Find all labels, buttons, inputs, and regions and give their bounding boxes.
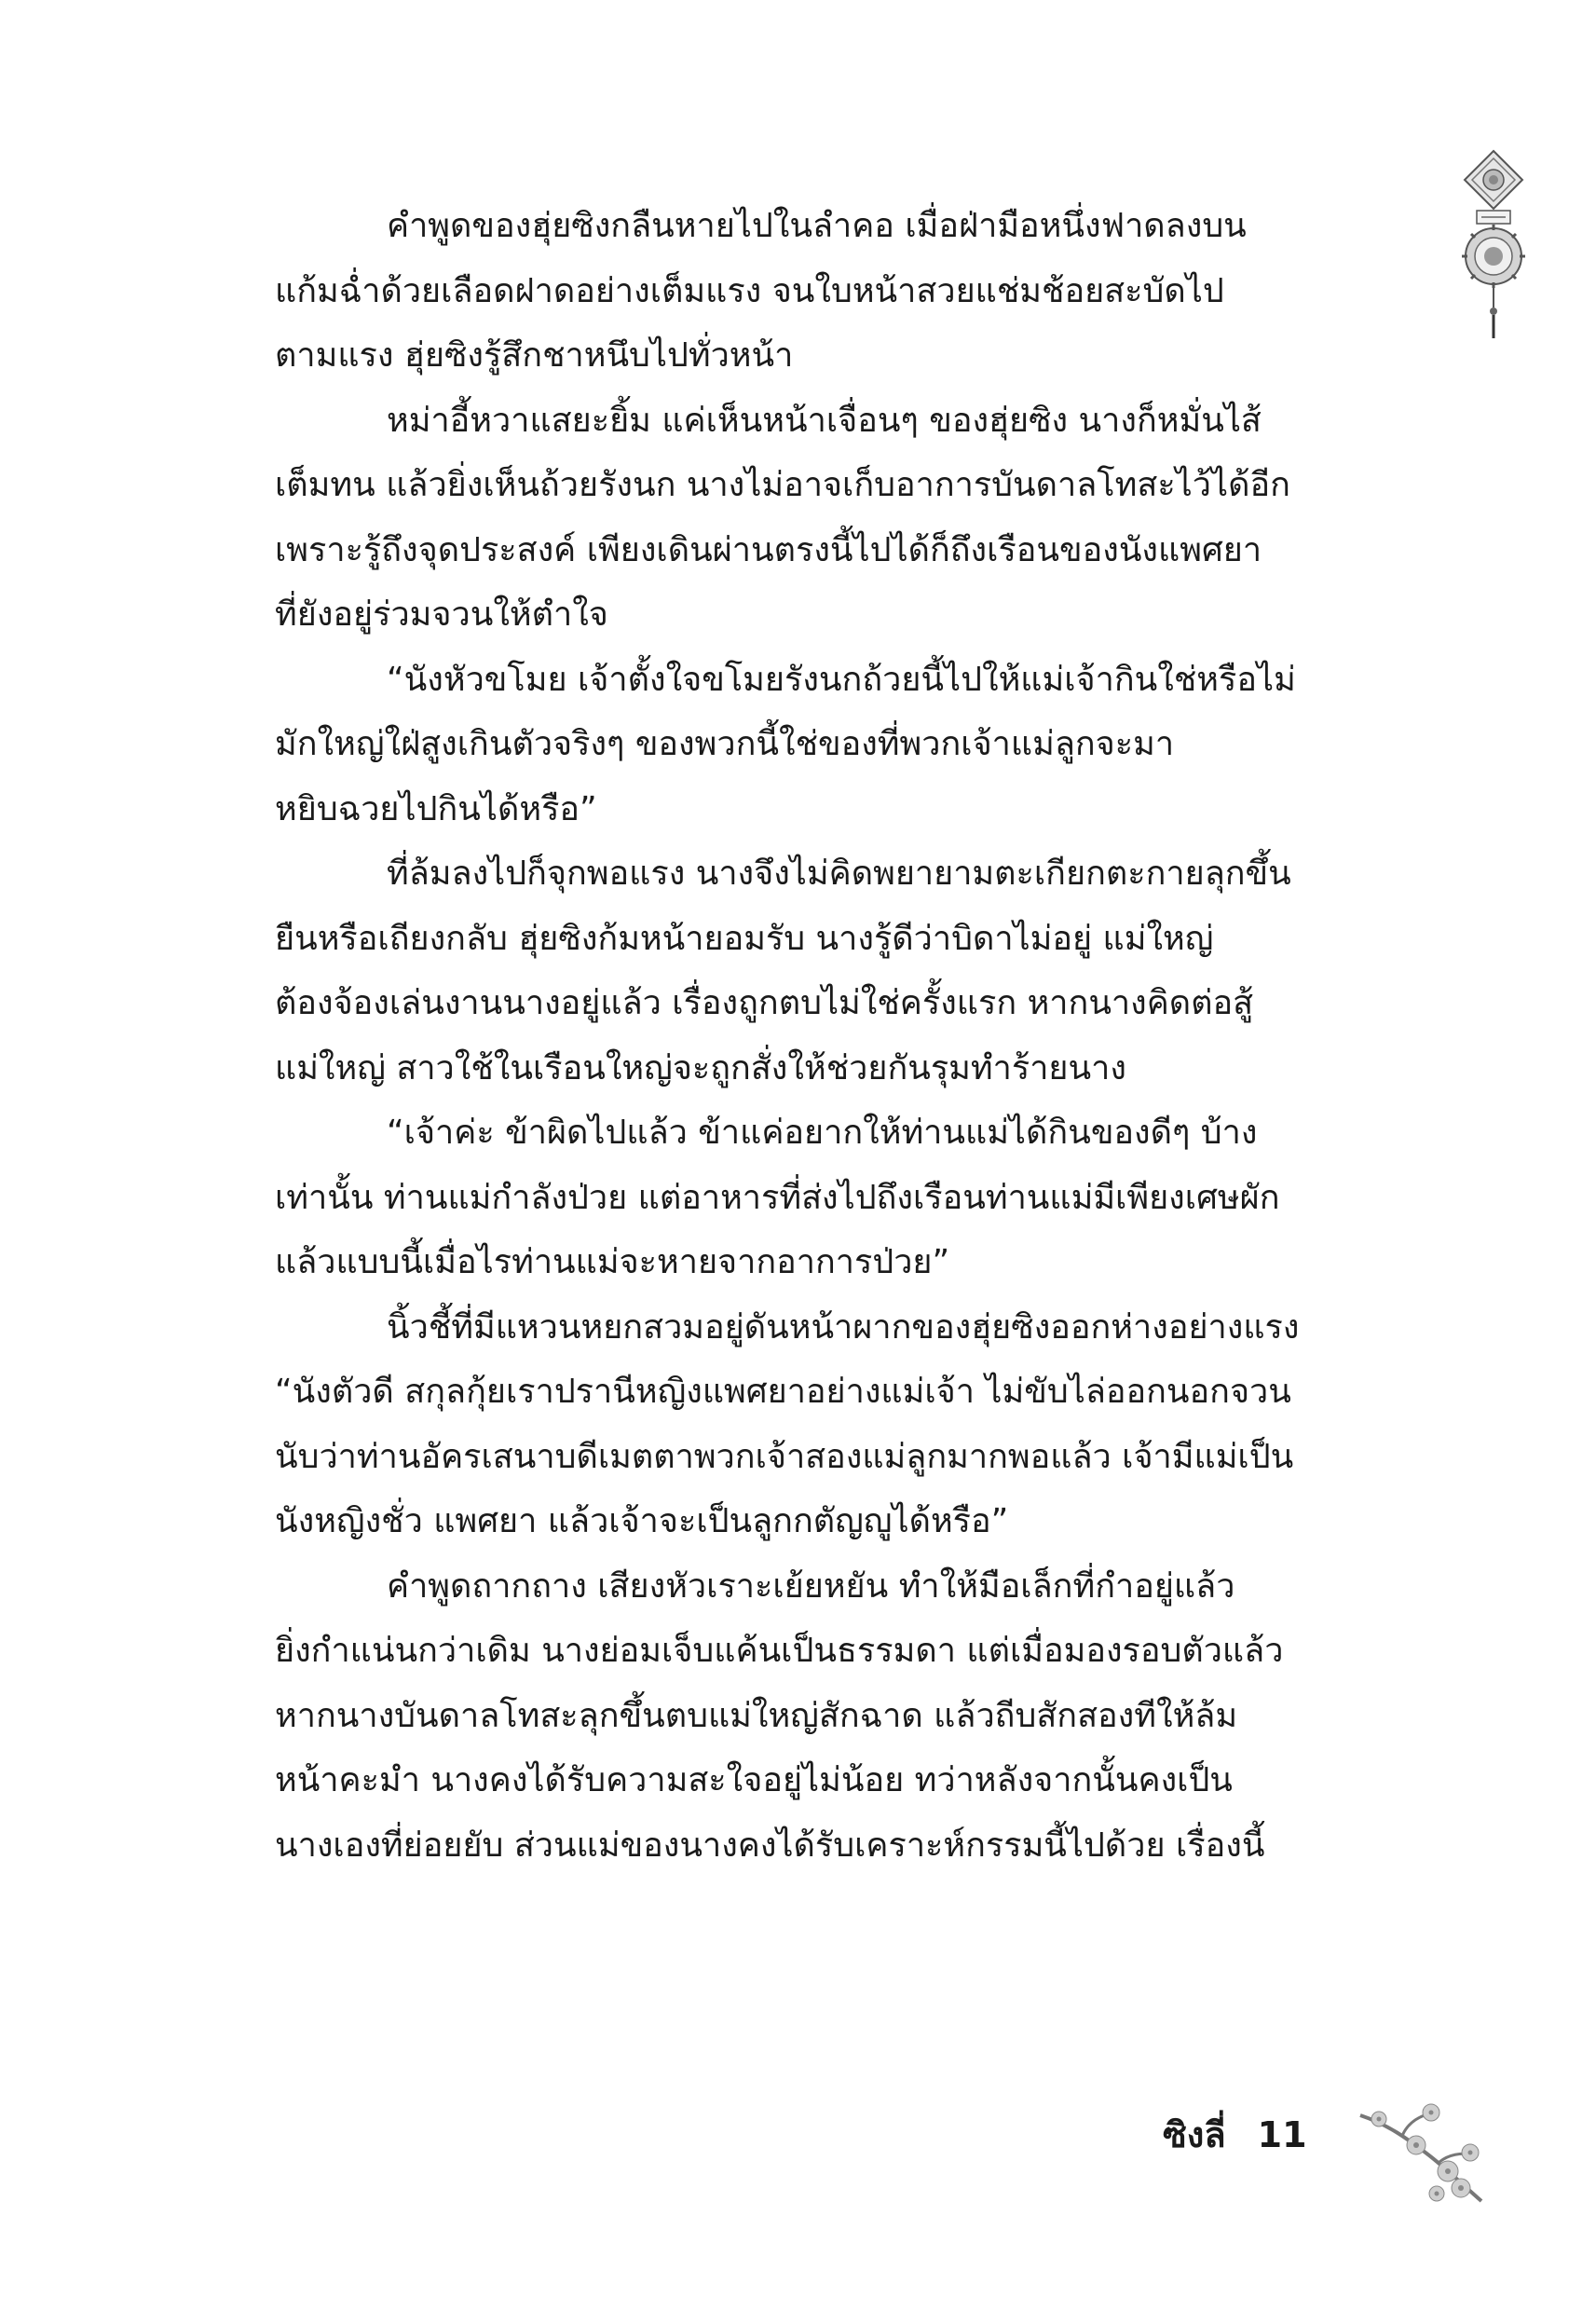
text-line: ต้องจ้องเล่นงานนางอยู่แล้ว เรื่องถูกตบไม่ใช่ครั้งแรก หากนางคิดต่อสู้ <box>275 984 1254 1022</box>
text-line: เท่านั้น ท่านแม่กำลังป่วย แต่อาหารที่ส่งไปถึงเรือนท่านแม่มีเพียงเศษผัก <box>275 1178 1280 1217</box>
story-text <box>275 194 1430 1878</box>
text-line: แม่ใหญ่ สาวใช้ในเรือนใหญ่จะถูกสั่งให้ช่วยกันรุมทำร้ายนาง <box>275 1048 1126 1087</box>
text-line: หากนางบันดาลโทสะลุกขึ้นตบแม่ใหญ่สักฉาด แล้วถีบสักสองทีให้ล้ม <box>275 1696 1238 1735</box>
text-line: คำพูดถากถาง เสียงหัวเราะเย้ยหยัน ทำให้มือเล็กที่กำอยู่แล้ว <box>387 1566 1235 1606</box>
plum-blossom-branch-icon <box>1351 2097 1491 2208</box>
text-line: แล้วแบบนี้เมื่อไรท่านแม่จะหายจากอาการป่วย” <box>275 1243 950 1281</box>
text-line: แก้มฉ่ำด้วยเลือดฝาดอย่างเต็มแรง จนใบหน้าสวยแช่มช้อยสะบัดไป <box>275 271 1224 310</box>
page-number: 11 <box>1257 2114 1307 2155</box>
paragraph <box>275 1295 1430 1361</box>
text-line: ที่ล้มลงไปก็จุกพอแรง นางจึงไม่คิดพยายามตะเกียกตะกายลุกขึ้น <box>387 855 1291 893</box>
text-line: “เจ้าค่ะ ข้าผิดไปแล้ว ข้าแค่อยากให้ท่านแม่ได้กินของดีๆ บ้าง <box>387 1114 1258 1152</box>
paragraph <box>275 194 1430 389</box>
text-line: เพราะรู้ถึงจุดประสงค์ เพียงเดินผ่านตรงนี้ไปได้ก็ถึงเรือนของนังแพศยา <box>275 530 1262 569</box>
text-line: หยิบฉวยไปกินได้หรือ” <box>275 789 597 828</box>
text-line: ยิ่งกำแน่นกว่าเดิม นางย่อมเจ็บแค้นเป็นธรรมดา แต่เมื่อมองรอบตัวแล้ว <box>275 1632 1284 1670</box>
text-line: หน้าคะมำ นางคงได้รับความสะใจอยู่ไม่น้อย ทว่าหลังจากนั้นคงเป็น <box>275 1761 1233 1799</box>
paragraph <box>275 1360 1430 1554</box>
paragraph <box>275 1554 1430 1879</box>
page-footer <box>1163 2106 1307 2163</box>
text-line: ที่ยังอยู่ร่วมจวนให้ตำใจ <box>275 595 608 634</box>
text-line: ตามแรง ฮุ่ยซิงรู้สึกชาหนึบไปทั่วหน้า <box>275 336 794 375</box>
paragraph <box>275 648 1430 842</box>
text-line: เต็มทน แล้วยิ่งเห็นถ้วยรังนก นางไม่อาจเก็บอาการบันดาลโทสะไว้ได้อีก <box>275 466 1290 504</box>
text-line: ยืนหรือเถียงกลับ ฮุ่ยซิงก้มหน้ายอมรับ นางรู้ดีว่าบิดาไม่อยู่ แม่ใหญ่ <box>275 919 1214 958</box>
paragraph <box>275 1101 1430 1295</box>
text-line: นางเองที่ย่อยยับ ส่วนแม่ของนางคงได้รับเคราะห์กรรมนี้ไปด้วย เรื่องนี้ <box>275 1826 1265 1865</box>
text-line: มักใหญ่ใฝ่สูงเกินตัวจริงๆ ของพวกนี้ใช่ของที่พวกเจ้าแม่ลูกจะมา <box>275 725 1175 763</box>
chinese-knot-ornament-icon <box>1461 149 1526 340</box>
text-line: “นังตัวดี สกุลกุ้ยเราปรานีหญิงแพศยาอย่างแม่เจ้า ไม่ขับไล่ออกนอกจวน <box>275 1373 1291 1411</box>
text-line: นับว่าท่านอัครเสนาบดีเมตตาพวกเจ้าสองแม่ลูกมากพอแล้ว เจ้ามีแม่เป็น <box>275 1437 1294 1476</box>
text-line: หม่าอี้หวาแสยะยิ้ม แค่เห็นหน้าเจื่อนๆ ของฮุ่ยซิง นางก็หมั่นไส้ <box>387 401 1262 440</box>
book-title: ซิงลี่ <box>1163 2114 1226 2155</box>
text-line: นังหญิงชั่ว แพศยา แล้วเจ้าจะเป็นลูกกตัญญูได้หรือ” <box>275 1502 1009 1540</box>
text-line: นิ้วชี้ที่มีแหวนหยกสวมอยู่ดันหน้าผากของฮุ่ยซิงออกห่างอย่างแรง <box>387 1307 1300 1347</box>
text-line: คำพูดของฮุ่ยซิงกลืนหายไปในลำคอ เมื่อฝ่ามือหนึ่งฟาดลงบน <box>387 207 1247 245</box>
paragraph <box>275 841 1430 1101</box>
paragraph <box>275 389 1430 648</box>
text-line: “นังหัวขโมย เจ้าตั้งใจขโมยรังนกถ้วยนี้ไปให้แม่เจ้ากินใช่หรือไม่ <box>387 660 1296 699</box>
